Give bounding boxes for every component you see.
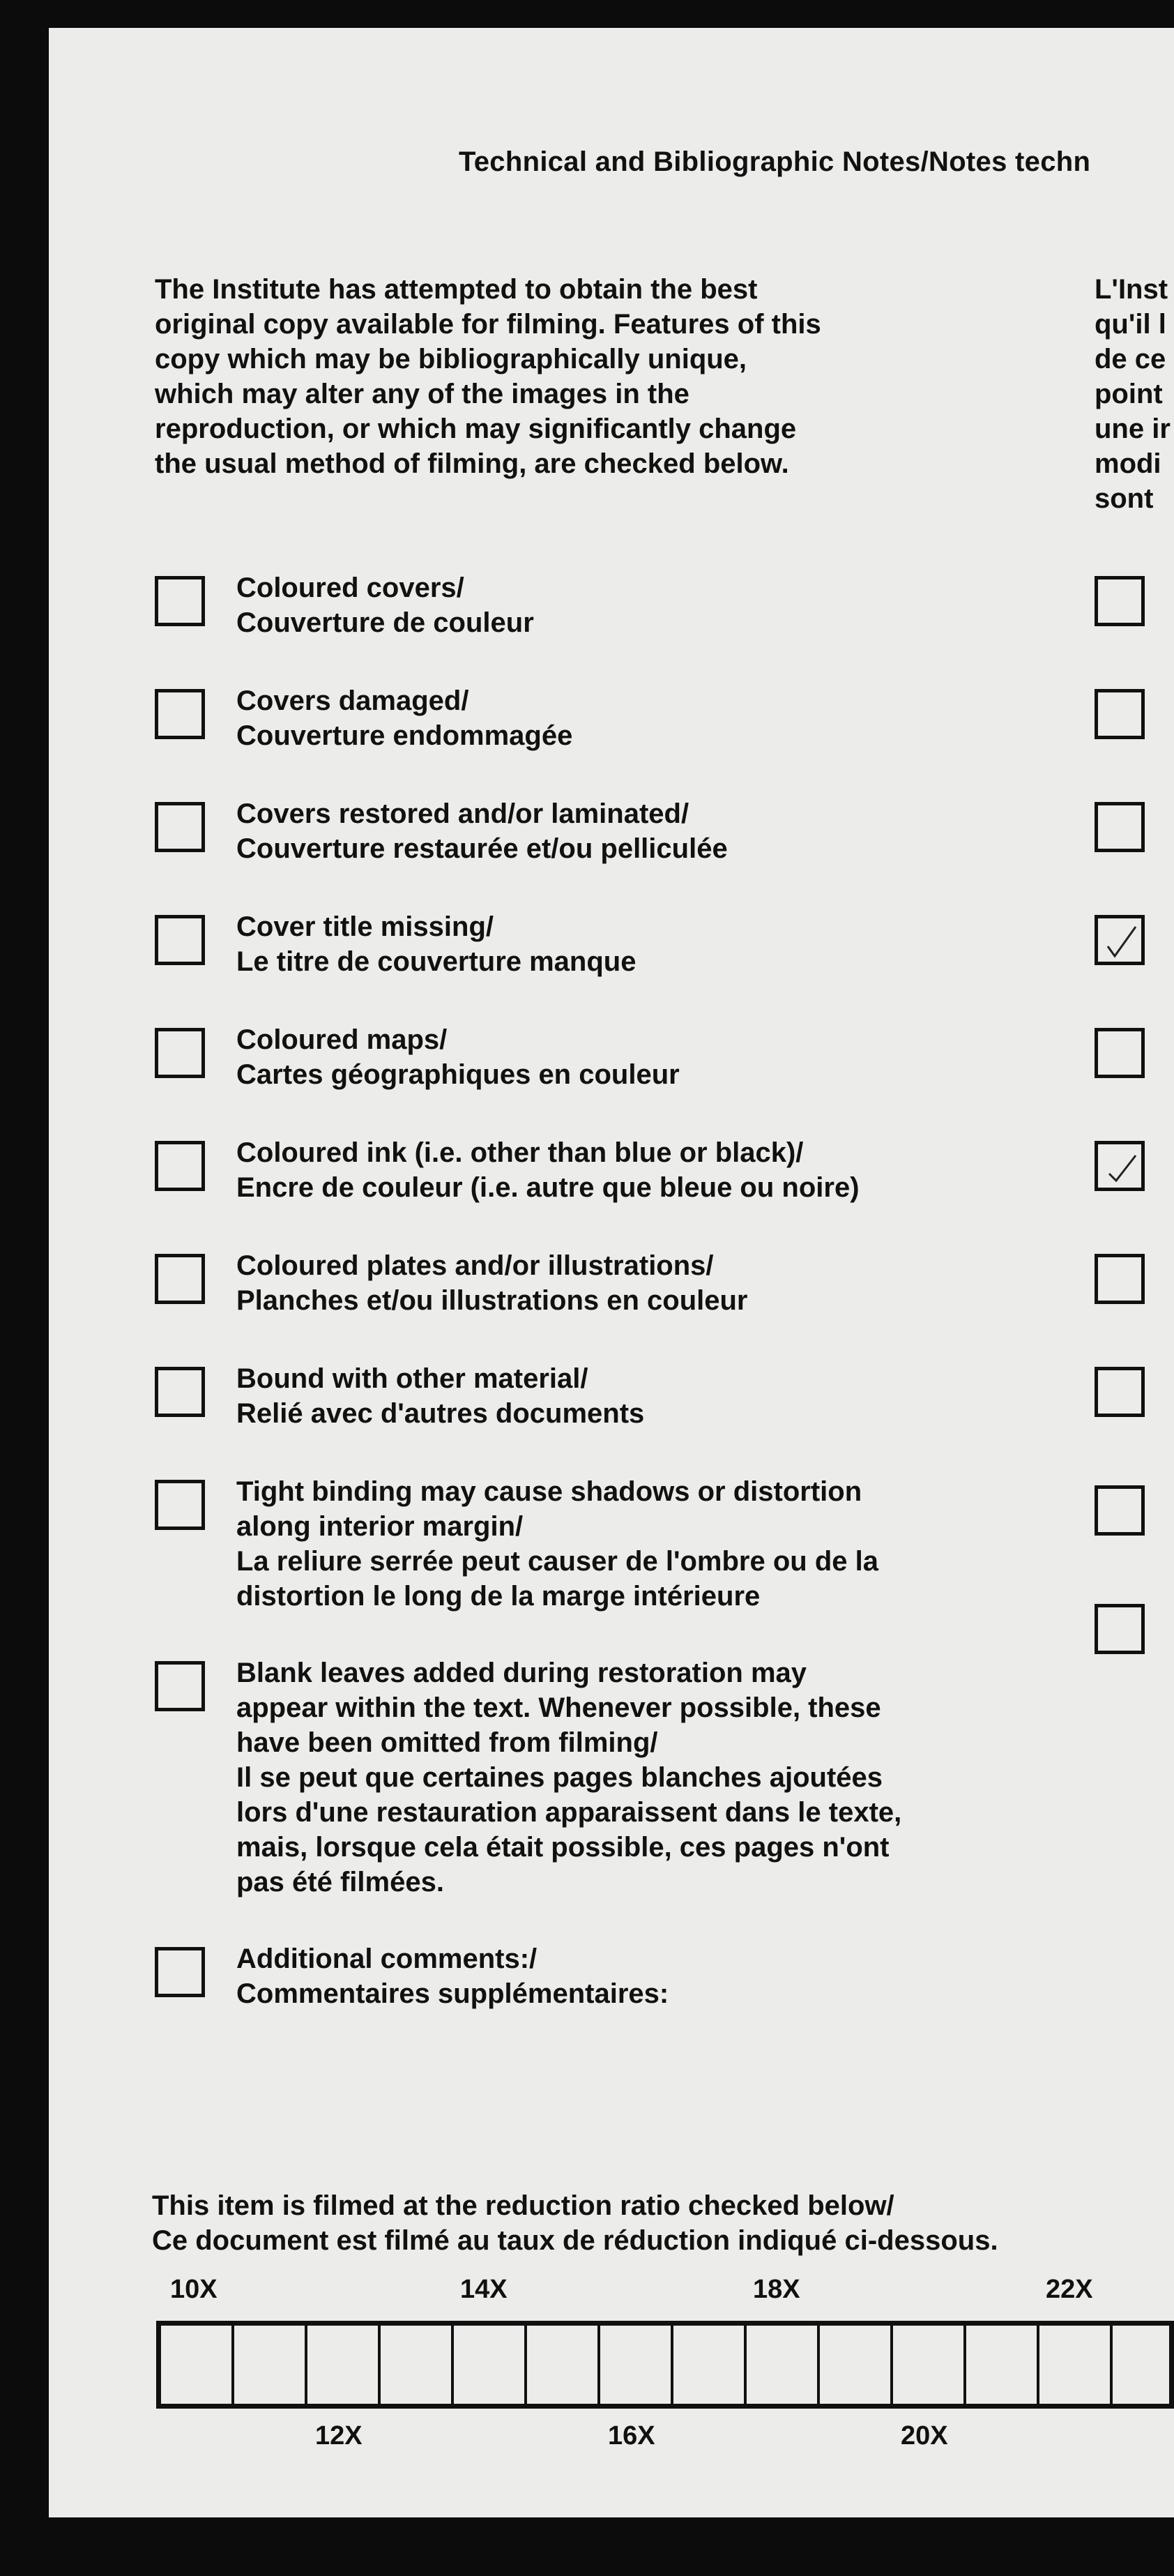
reduction-cell[interactable]	[820, 2326, 893, 2404]
intro-line: reproduction, or which may significantly change	[155, 414, 797, 444]
checkbox-covers-damaged[interactable]	[155, 689, 205, 739]
french-intro-line: modi	[1095, 448, 1161, 479]
checkbox-bound-with-other[interactable]	[155, 1367, 205, 1417]
option-label-en: Additional comments:/	[236, 1944, 538, 1974]
checkbox-coloured-covers[interactable]	[155, 576, 205, 626]
scale-label-bottom: 20X	[901, 2421, 948, 2450]
option-label-line: pas été filmées.	[236, 1867, 444, 1897]
reduction-cell[interactable]	[454, 2326, 527, 2404]
french-intro-line: L'Inst	[1095, 274, 1168, 305]
reduction-cell[interactable]	[234, 2326, 307, 2404]
option-label-en: Bound with other material/	[236, 1363, 588, 1394]
checkbox-right-5[interactable]	[1095, 1028, 1145, 1078]
option-label-line: appear within the text. Whenever possible, these	[236, 1692, 881, 1723]
checkbox-right-4[interactable]	[1095, 915, 1145, 965]
reduction-cell[interactable]	[1113, 2326, 1174, 2404]
reduction-ratio-note	[152, 2188, 998, 2258]
reduction-cell[interactable]	[1039, 2326, 1113, 2404]
option-label-fr: Le titre de couverture manque	[236, 946, 636, 977]
french-intro-line: qu'il l	[1095, 309, 1166, 340]
reduction-cell[interactable]	[673, 2326, 747, 2404]
option-label-line: mais, lorsque cela était possible, ces pages n'ont	[236, 1832, 890, 1863]
option-label-fr: Couverture restaurée et/ou pelliculée	[236, 833, 728, 864]
option-label-fr: Encre de couleur (i.e. autre que bleue ou noire)	[236, 1172, 860, 1203]
option-label-line: La reliure serrée peut causer de l'ombre ou de la	[236, 1546, 878, 1577]
option-label-en: Covers damaged/	[236, 685, 469, 716]
option-label-line: Il se peut que certaines pages blanches ajoutées	[236, 1762, 883, 1793]
reduction-note-en: This item is filmed at the reduction ratio checked below/	[152, 2190, 894, 2221]
french-intro-line: point	[1095, 379, 1163, 409]
option-label-fr: Planches et/ou illustrations en couleur	[236, 1285, 748, 1316]
intro-line: the usual method of filming, are checked below.	[155, 448, 789, 479]
option-label-en: Cover title missing/	[236, 911, 494, 942]
option-label-en: Coloured covers/	[236, 573, 464, 603]
intro-line: The Institute has attempted to obtain the best	[155, 274, 758, 305]
scale-label-bottom: 12X	[315, 2421, 363, 2450]
option-label	[236, 1135, 860, 1205]
reduction-note-fr: Ce document est filmé au taux de réduction indiqué ci-dessous.	[152, 2225, 998, 2256]
checkbox-blank-leaves[interactable]	[155, 1661, 205, 1711]
checkbox-right-3[interactable]	[1095, 802, 1145, 852]
intro-line: copy which may be bibliographically unique,	[155, 344, 747, 374]
option-label-en: Coloured maps/	[236, 1024, 448, 1055]
scale-label-top: 14X	[460, 2275, 508, 2304]
option-label-en: Covers restored and/or laminated/	[236, 798, 689, 829]
option-label-fr: Cartes géographiques en couleur	[236, 1059, 680, 1090]
scale-label-top: 18X	[753, 2275, 800, 2304]
option-label	[236, 796, 728, 866]
reduction-ratio-grid	[156, 2321, 1174, 2409]
intro-paragraph	[155, 272, 956, 481]
checkbox-right-7[interactable]	[1095, 1254, 1145, 1304]
scale-label-bottom: 16X	[608, 2421, 655, 2450]
checkbox-tight-binding[interactable]	[155, 1480, 205, 1530]
document-page	[49, 28, 1174, 2517]
checkbox-right-2[interactable]	[1095, 689, 1145, 739]
scale-label-top: 10X	[170, 2275, 218, 2304]
option-label-fr: Couverture de couleur	[236, 607, 534, 638]
reduction-cell[interactable]	[161, 2326, 234, 2404]
checkbox-coloured-maps[interactable]	[155, 1028, 205, 1078]
option-label-line: distortion le long de la marge intérieure	[236, 1581, 761, 1612]
option-label-en: Coloured ink (i.e. other than blue or black)/	[236, 1137, 804, 1168]
checkmark-icon	[1105, 923, 1140, 960]
option-label-line: have been omitted from filming/	[236, 1727, 658, 1758]
checkbox-right-10[interactable]	[1095, 1604, 1145, 1654]
reduction-cell[interactable]	[600, 2326, 673, 2404]
option-label-line: along interior margin/	[236, 1511, 524, 1542]
option-label-line: Blank leaves added during restoration may	[236, 1658, 807, 1688]
option-label	[236, 1361, 644, 1431]
checkbox-covers-restored[interactable]	[155, 802, 205, 852]
option-label	[236, 1022, 680, 1092]
option-label	[236, 570, 534, 640]
checkbox-right-6[interactable]	[1095, 1141, 1145, 1191]
reduction-cell[interactable]	[893, 2326, 966, 2404]
option-label-line: Tight binding may cause shadows or distortion	[236, 1476, 862, 1507]
checkbox-coloured-ink[interactable]	[155, 1141, 205, 1191]
checkbox-coloured-plates[interactable]	[155, 1254, 205, 1304]
option-label-fr: Couverture endommagée	[236, 720, 573, 751]
french-intro-paragraph	[1095, 272, 1174, 516]
reduction-cell[interactable]	[381, 2326, 454, 2404]
reduction-cell[interactable]	[527, 2326, 600, 2404]
french-intro-line: de ce	[1095, 344, 1166, 374]
option-label	[236, 1941, 669, 2011]
option-label-line: lors d'une restauration apparaissent dans le texte,	[236, 1797, 902, 1828]
reduction-cell[interactable]	[747, 2326, 820, 2404]
option-label	[236, 683, 572, 753]
french-intro-line: sont	[1095, 483, 1154, 514]
option-label	[236, 1656, 901, 1900]
checkbox-right-9[interactable]	[1095, 1485, 1145, 1536]
checkbox-right-8[interactable]	[1095, 1367, 1145, 1417]
intro-line: which may alter any of the images in the	[155, 379, 689, 409]
checkbox-additional-comments[interactable]	[155, 1947, 205, 1997]
scale-label-top: 22X	[1046, 2275, 1093, 2304]
option-label	[236, 1474, 878, 1614]
checkbox-right-1[interactable]	[1095, 576, 1145, 626]
checkbox-cover-title-missing[interactable]	[155, 915, 205, 965]
option-label	[236, 1248, 748, 1318]
reduction-cell[interactable]	[307, 2326, 381, 2404]
checkmark-icon	[1105, 1149, 1140, 1186]
option-label-fr: Relié avec d'autres documents	[236, 1398, 645, 1429]
option-label	[236, 909, 636, 979]
option-label-en: Coloured plates and/or illustrations/	[236, 1250, 714, 1281]
intro-line: original copy available for filming. Features of this	[155, 309, 821, 340]
option-label-fr: Commentaires supplémentaires:	[236, 1978, 669, 2009]
reduction-cell[interactable]	[966, 2326, 1039, 2404]
french-intro-line: une ir	[1095, 414, 1171, 444]
page-title: Technical and Bibliographic Notes/Notes techn	[459, 146, 1091, 177]
